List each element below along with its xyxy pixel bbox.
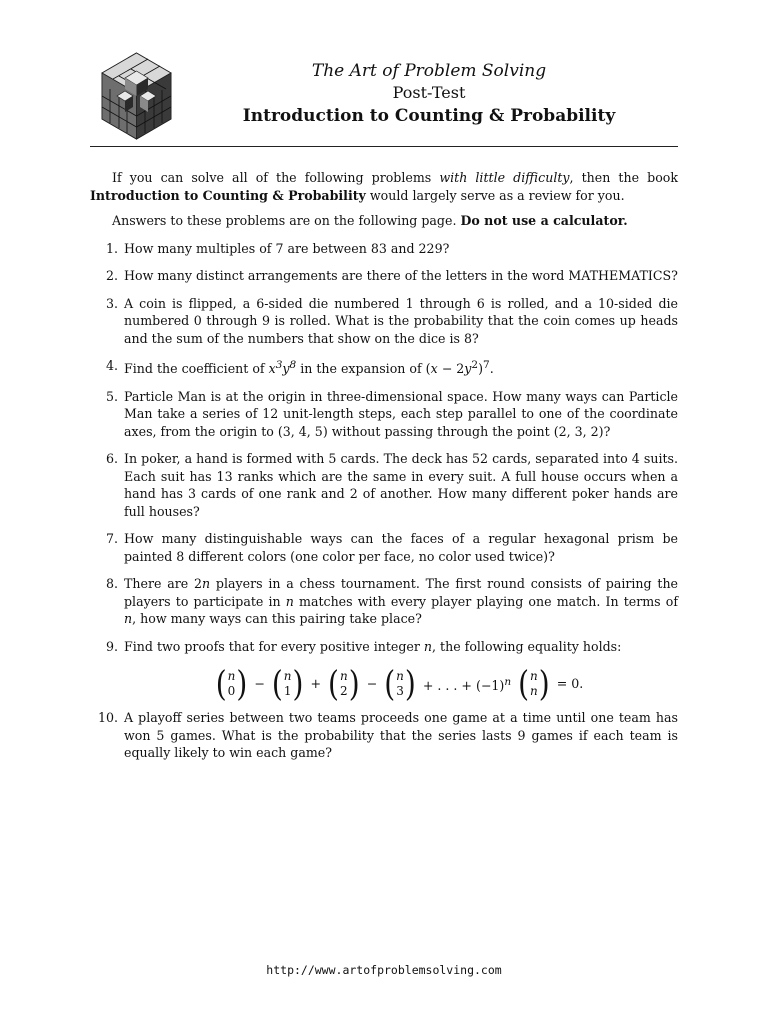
problem-number: 7. <box>105 531 118 547</box>
instructions-paragraph <box>90 212 678 230</box>
footer-url[interactable]: http://www.artofproblemsolving.com <box>266 963 502 977</box>
problem-item <box>90 530 678 565</box>
problem-number: 9. <box>105 638 118 654</box>
problem-text: How many distinct arrangements are there of the letters in the word MATHEMATICS? <box>124 268 678 283</box>
intro-text: would largely serve as a review for you. <box>365 187 625 203</box>
problem-item <box>90 357 678 378</box>
problem-text: A playoff series between two teams proceeds one game at a time until one team has won 5 games. What is the probability that the series lasts 9 games if each team is equally likely to win each game? <box>124 710 678 761</box>
problem-item <box>90 575 678 628</box>
problem-text: matches with every player playing one match. In terms of <box>293 593 678 609</box>
problem-text: players in a chess tournament. The first round consists of pairing the players to participate in <box>124 576 679 609</box>
page-header <box>180 60 678 128</box>
problem-text: in the expansion of <box>296 361 426 377</box>
problem-text: Find the coefficient of <box>124 361 269 377</box>
problem-text: Find two proofs that for every positive integer <box>124 638 424 654</box>
binomial-equation: ( n 0 ) − ( n 1 ) + ( n 2 ) − ( n 3 ) + . . . + $(-1)^n$ ( n n ) = 0. <box>215 662 584 705</box>
instructions-text: Answers to these problems are on the following page. <box>112 213 461 228</box>
page-title: Introduction to Counting & Probability <box>242 106 616 126</box>
problem-item <box>90 267 678 285</box>
math-variable: n <box>202 576 211 592</box>
math-variable: n <box>124 611 133 627</box>
document-body <box>90 169 678 772</box>
problem-text: How many distinguishable ways can the faces of a regular hexagonal prism be painted 8 different colors (one color per face, no color used twice)? <box>124 531 678 564</box>
binomial-coefficient: ( n n ) <box>518 662 550 705</box>
binomial-coefficient: ( n 0 ) <box>215 662 248 705</box>
problem-item <box>90 709 678 762</box>
problem-text: Particle Man is at the origin in three-dimensional space. How many ways can Particle Man take a series of 12 unit-length steps, each step parallel to one of the coordinate axes, from the origin to (3, 4, 5) without passing through the point (2, 3, 2)? <box>124 388 678 439</box>
intro-text: , then the book <box>569 170 678 185</box>
problem-text: In poker, a hand is formed with 5 cards. The deck has 52 cards, separated into 4 suits. Each suit has 13 ranks which are the same in every suit. A full house occurs when a hand has 3 cards of one rank and 2 of another. How many different poker hands are full houses? <box>124 451 678 519</box>
problem-number: 10. <box>97 710 118 726</box>
problem-text: , how many ways can this pairing take place? <box>132 611 422 627</box>
problem-number: 8. <box>105 576 118 592</box>
calculator-warning: Do not use a calculator. <box>460 213 628 228</box>
problem-item <box>90 240 678 258</box>
problem-item <box>90 388 678 441</box>
series-title: The Art of Problem Solving <box>311 61 547 81</box>
math-expression: $(x - 2y^2)^7$ <box>425 359 490 377</box>
problem-number: 6. <box>105 451 118 467</box>
math-variable: n <box>285 593 294 609</box>
problem-number: 3. <box>105 295 118 311</box>
intro-text: If you can solve all of the following problems <box>112 170 440 185</box>
problem-number: 1. <box>105 240 118 256</box>
problem-number: 2. <box>105 268 118 283</box>
intro-emphasis: with little difficulty <box>439 170 570 185</box>
problem-text: There are 2 <box>124 576 202 592</box>
problem-list <box>90 240 678 762</box>
math-expression: $x^3y^8$ <box>268 359 297 377</box>
math-variable: n <box>423 638 433 654</box>
problem-text: , the following equality holds: <box>432 638 622 654</box>
problem-item <box>90 295 678 348</box>
header-divider <box>90 146 678 147</box>
problem-number: 4. <box>105 358 118 373</box>
aops-cube-logo-icon <box>100 51 173 141</box>
intro-paragraph <box>90 169 678 204</box>
problem-text: A coin is flipped, a 6-sided die numbered 1 through 6 is rolled, and a 10-sided die numbered 0 through 9 is rolled. What is the probability that the coin comes up heads and the sum of the numbers that show on the dice is 8? <box>124 295 678 346</box>
document-subtitle: Post-Test <box>392 83 466 102</box>
problem-text: How many multiples of 7 are between 83 and 229? <box>124 240 450 256</box>
binomial-coefficient: ( n 1 ) <box>271 662 304 705</box>
problem-item <box>90 638 678 705</box>
problem-text: . <box>489 361 494 377</box>
binomial-coefficient: ( n 2 ) <box>328 662 360 705</box>
binomial-coefficient: ( n 3 ) <box>384 662 416 705</box>
book-title: Introduction to Counting & Probability <box>90 187 366 203</box>
problem-number: 5. <box>105 388 118 404</box>
problem-item <box>90 450 678 520</box>
